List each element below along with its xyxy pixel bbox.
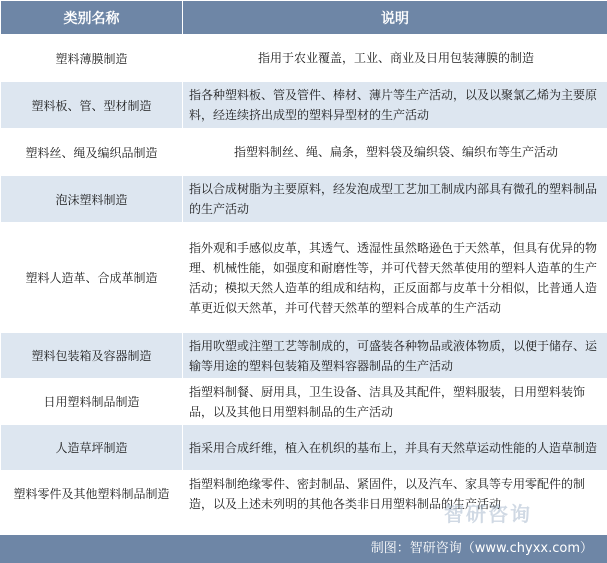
watermark-logo: 智研咨询 (444, 502, 532, 526)
row-description: 指各种塑料板、管及管件、棒材、薄片等生产活动，以及以聚氯乙烯为主要原料，经连续挤出成型的塑料异型材的生产活动 (183, 82, 607, 129)
row-category-name: 塑料板、管、型材制造 (1, 82, 183, 129)
row-description: 指以合成树脂为主要原料，经发泡成型工艺加工制成内部具有微孔的塑料制品的生产活动 (183, 176, 607, 223)
row-description: 指用吹塑或注塑工艺等制成的，可盛装各种物品或液体物质，以便于储存、运输等用途的塑料包装箱及塑料容器制品的生产活动 (183, 333, 607, 379)
row-description: 指塑料制丝、绳、扁条，塑料袋及编织袋、编织布等生产活动 (183, 129, 607, 176)
row-category-name: 日用塑料制品制造 (1, 379, 183, 425)
row-category-name: 塑料人造革、合成革制造 (1, 223, 183, 333)
table-row (1, 223, 607, 333)
table-row (1, 129, 607, 176)
table-row (1, 333, 607, 379)
table-row (1, 35, 607, 82)
row-category-name: 塑料丝、绳及编织品制造 (1, 129, 183, 176)
table-row (1, 82, 607, 129)
footer-credit: 制图：智研咨询（www.chyxx.com） (0, 535, 607, 563)
row-category-name: 人造草坪制造 (1, 425, 183, 471)
table-row (1, 379, 607, 425)
row-description: 指采用合成纤维，植入在机织的基布上，并具有天然草运动性能的人造草制造 (183, 425, 607, 471)
table-header-row (1, 1, 607, 35)
row-description: 指塑料制餐、厨用具，卫生设备、洁具及其配件，塑料服装，日用塑料装饰品，以及其他日用塑料制品的生产活动 (183, 379, 607, 425)
row-description: 指外观和手感似皮革，其透气、透湿性虽然略逊色于天然革，但具有优异的物理、机械性能，如强度和耐磨性等，并可代替天然革使用的塑料人造革的生产活动；模拟天然人造革的组成和结构，正反面都与皮革十分相似，比普通人造革更近似天然革，并可代替天然革的塑料合成革的生产活动 (183, 223, 607, 333)
row-category-name: 塑料零件及其他塑料制品制造 (1, 471, 183, 517)
row-category-name: 泡沫塑料制造 (1, 176, 183, 223)
row-category-name: 塑料薄膜制造 (1, 35, 183, 82)
header-category-name: 类别名称 (1, 1, 183, 35)
row-category-name: 塑料包装箱及容器制造 (1, 333, 183, 379)
table-row (1, 176, 607, 223)
row-description: 指用于农业覆盖，工业、商业及日用包装薄膜的制造 (183, 35, 607, 82)
row-description: 指塑料制绝缘零件、密封制品、紧固件，以及汽车、家具等专用零配件的制造，以及上述未列明的其他各类非日用塑料制品的生产活动 (183, 471, 607, 517)
header-description: 说明 (183, 1, 607, 35)
table-row (1, 425, 607, 471)
